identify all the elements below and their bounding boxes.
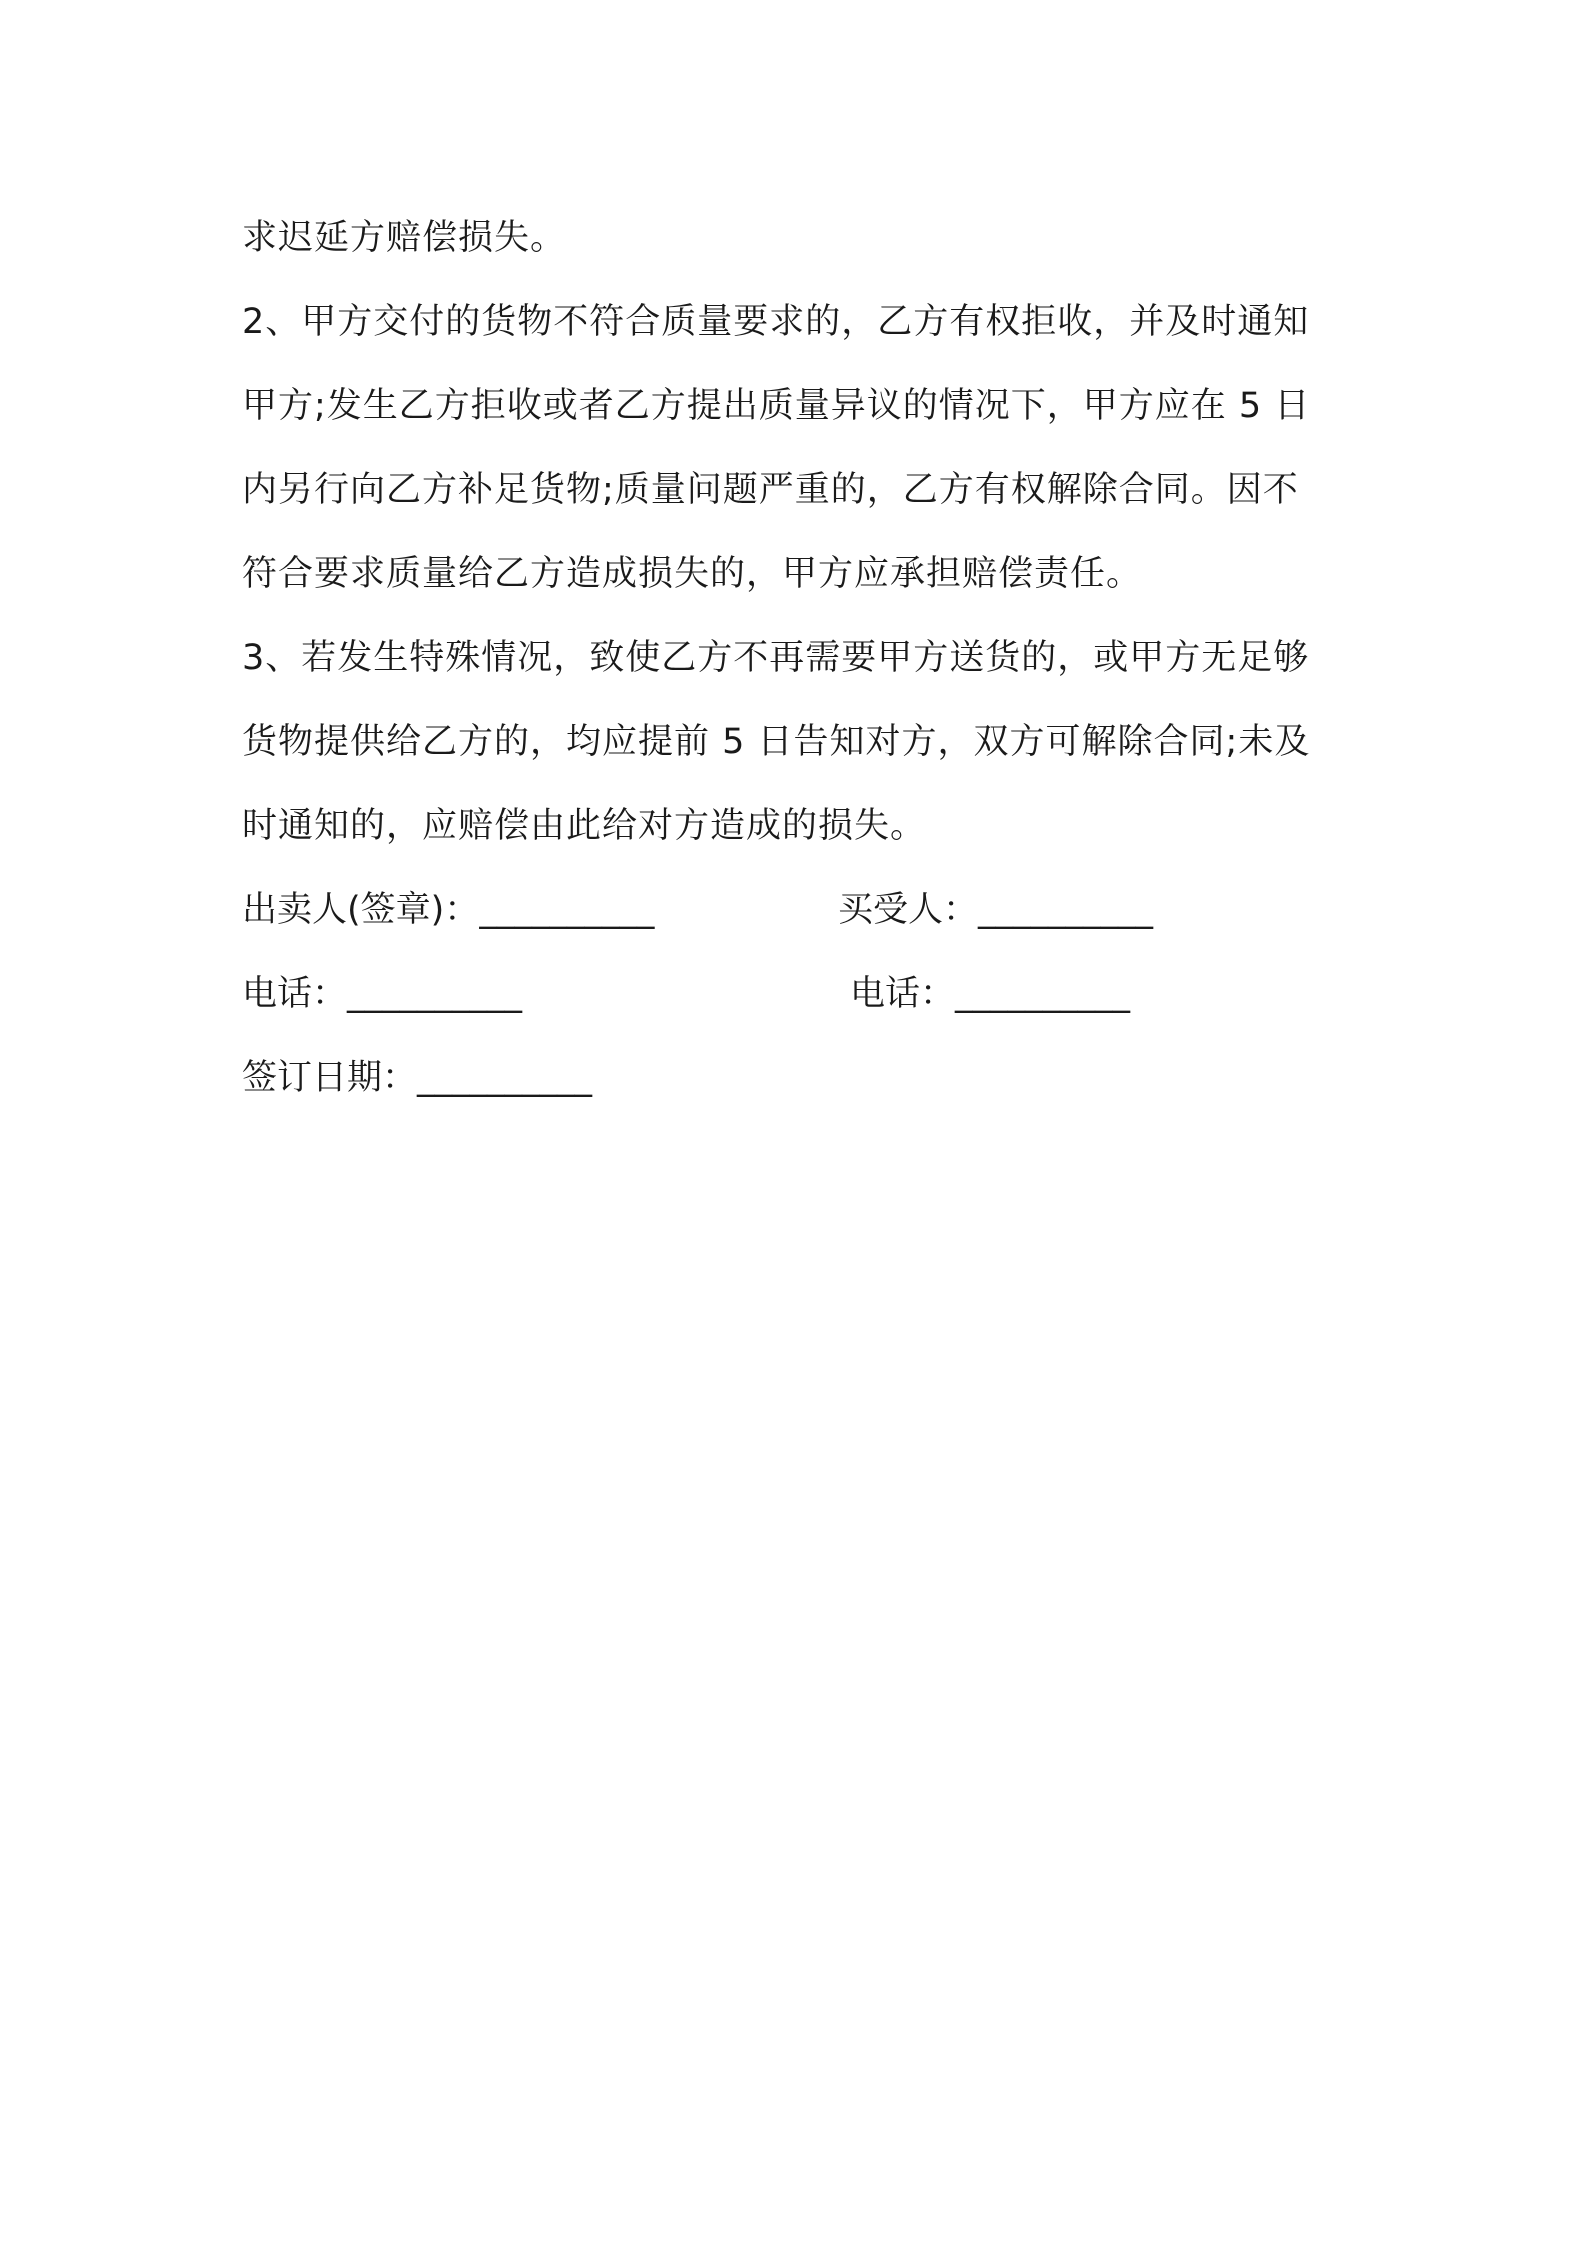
paragraph-line: 求迟延方赔偿损失。 bbox=[242, 218, 567, 258]
paragraph-line: 时通知的，应赔偿由此给对方造成的损失。 bbox=[242, 806, 927, 846]
seller-signature bbox=[242, 868, 654, 952]
signature-row-date bbox=[242, 1036, 1362, 1120]
buyer-label: 买受人： bbox=[838, 890, 979, 930]
buyer-signature-blank: __________ bbox=[978, 890, 1154, 930]
paragraph-line: 货物提供给乙方的，均应提前 5 日告知对方，双方可解除合同;未及 bbox=[242, 722, 1311, 762]
buyer-phone-blank: __________ bbox=[955, 974, 1131, 1014]
sign-date-blank: __________ bbox=[417, 1058, 593, 1098]
paragraph-line: 2、甲方交付的货物不符合质量要求的，乙方有权拒收，并及时通知 bbox=[242, 302, 1310, 342]
signature-row-phones bbox=[242, 952, 1362, 1036]
contract-body bbox=[242, 196, 1362, 868]
paragraph-line: 内另行向乙方补足货物;质量问题严重的，乙方有权解除合同。因不 bbox=[242, 470, 1299, 510]
sign-date-label: 签订日期： bbox=[242, 1058, 418, 1098]
signature-row-parties bbox=[242, 868, 1362, 952]
buyer-phone-label: 电话： bbox=[850, 974, 956, 1014]
seller-phone bbox=[242, 952, 522, 1036]
seller-label: 出卖人(签章)： bbox=[242, 890, 480, 930]
paragraph-line: 3、若发生特殊情况，致使乙方不再需要甲方送货的，或甲方无足够 bbox=[242, 638, 1310, 678]
sign-date bbox=[242, 1036, 592, 1120]
seller-signature-blank: __________ bbox=[479, 890, 655, 930]
paragraph-line: 符合要求质量给乙方造成损失的，甲方应承担赔偿责任。 bbox=[242, 554, 1143, 594]
seller-phone-blank: __________ bbox=[347, 974, 523, 1014]
buyer-phone bbox=[850, 952, 1130, 1036]
seller-phone-label: 电话： bbox=[242, 974, 348, 1014]
buyer-signature bbox=[838, 868, 1153, 952]
paragraph-line: 甲方;发生乙方拒收或者乙方提出质量异议的情况下，甲方应在 5 日 bbox=[242, 386, 1311, 426]
